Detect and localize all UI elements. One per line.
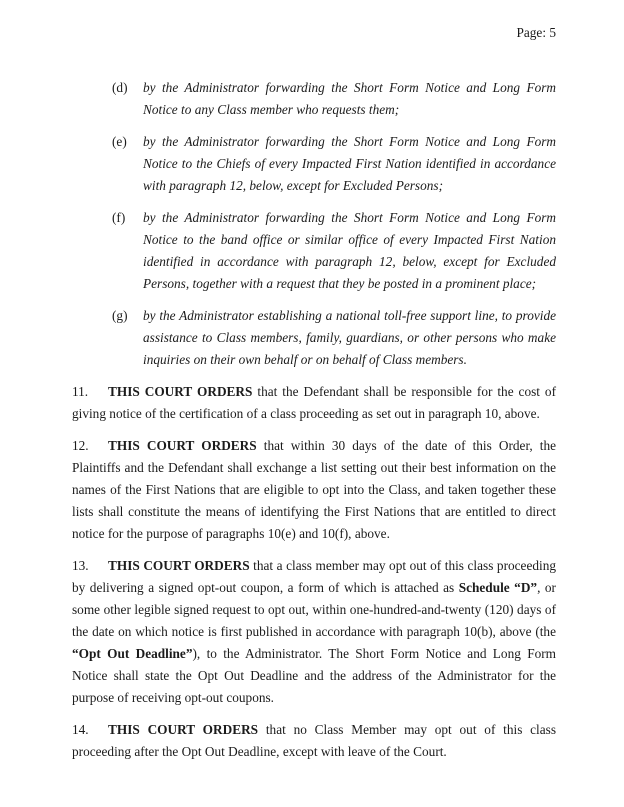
order-paragraph-13: [72, 555, 556, 709]
paragraph-14-orders-phrase: THIS COURT ORDERS: [108, 722, 259, 737]
order-paragraph-14: [72, 719, 556, 763]
order-paragraph-12: [72, 435, 556, 545]
paragraph-11-number: 11.: [72, 384, 89, 399]
list-item-g: [112, 305, 556, 371]
paragraph-12-number: 12.: [72, 438, 89, 453]
list-item-d: [112, 77, 556, 121]
paragraph-13-text-2: , or some other legible signed request to opt out, within one-hundred-and-twenty (120) days of the date on which notice is first published in accordance with paragraph 10(b), above (the: [72, 580, 556, 639]
paragraph-13-text-3: ), to the Administrator. The Short Form Notice and Long Form Notice shall state the Opt Out Deadline and the address of the Administrator for the purpose of receiving opt-out coupons.: [72, 646, 557, 705]
paragraph-13-orders-phrase: THIS COURT ORDERS: [108, 558, 250, 573]
order-body: [72, 77, 556, 763]
paragraph-11-text: that the Defendant shall be responsible for the cost of giving notice of the certification of a class proceeding as set out in paragraph 10, above.: [72, 384, 556, 421]
paragraph-13-opt-out-deadline: “Opt Out Deadline”: [72, 646, 193, 661]
list-item-d-text: by the Administrator forwarding the Short Form Notice and Long Form Notice to any Class member who requests them;: [143, 80, 556, 117]
paragraph-14-number: 14.: [72, 722, 89, 737]
list-item-e: [112, 131, 556, 197]
list-item-f-label: (f): [112, 210, 126, 225]
list-item-f: [112, 207, 556, 295]
list-item-g-label: (g): [112, 308, 128, 323]
paragraph-12-orders-phrase: THIS COURT ORDERS: [108, 438, 257, 453]
list-item-e-label: (e): [112, 134, 127, 149]
paragraph-14-text: that no Class Member may opt out of this class proceeding after the Opt Out Deadline, except with leave of the Court.: [72, 722, 556, 759]
paragraph-13-schedule-d: Schedule “D”: [458, 580, 538, 595]
paragraph-11-orders-phrase: THIS COURT ORDERS: [108, 384, 253, 399]
order-paragraph-11: [72, 381, 556, 425]
list-item-e-text: by the Administrator forwarding the Short Form Notice and Long Form Notice to the Chiefs of every Impacted First Nation identified in accordance with paragraph 12, below, except for Excluded Persons;: [143, 134, 556, 193]
page-number: Page: 5: [516, 25, 556, 40]
paragraph-12-text: that within 30 days of the date of this Order, the Plaintiffs and the Defendant shall exchange a list setting out their best information on the names of the First Nations that are eligible to opt into the Class, and taken together these lists shall constitute the means of identifying the First Nations that are entitled to direct notice for the purpose of paragraphs 10(e) and 10(f), above.: [72, 438, 557, 541]
page-header: [72, 22, 556, 44]
list-item-g-text: by the Administrator establishing a national toll-free support line, to provide assistance to Class members, family, guardians, or other persons who make inquiries on their own behalf or on behalf of Class members.: [143, 308, 556, 367]
paragraph-13-text-1: that a class member may opt out of this class proceeding by delivering a signed opt-out coupon, a form of which is attached as: [72, 558, 556, 595]
list-item-d-label: (d): [112, 80, 128, 95]
list-item-f-text: by the Administrator forwarding the Short Form Notice and Long Form Notice to the band office or similar office of every Impacted First Nation identified in accordance with paragraph 12, below, except for Excluded Persons, together with a request that they be posted in a prominent place;: [143, 210, 556, 291]
paragraph-13-number: 13.: [72, 558, 89, 573]
